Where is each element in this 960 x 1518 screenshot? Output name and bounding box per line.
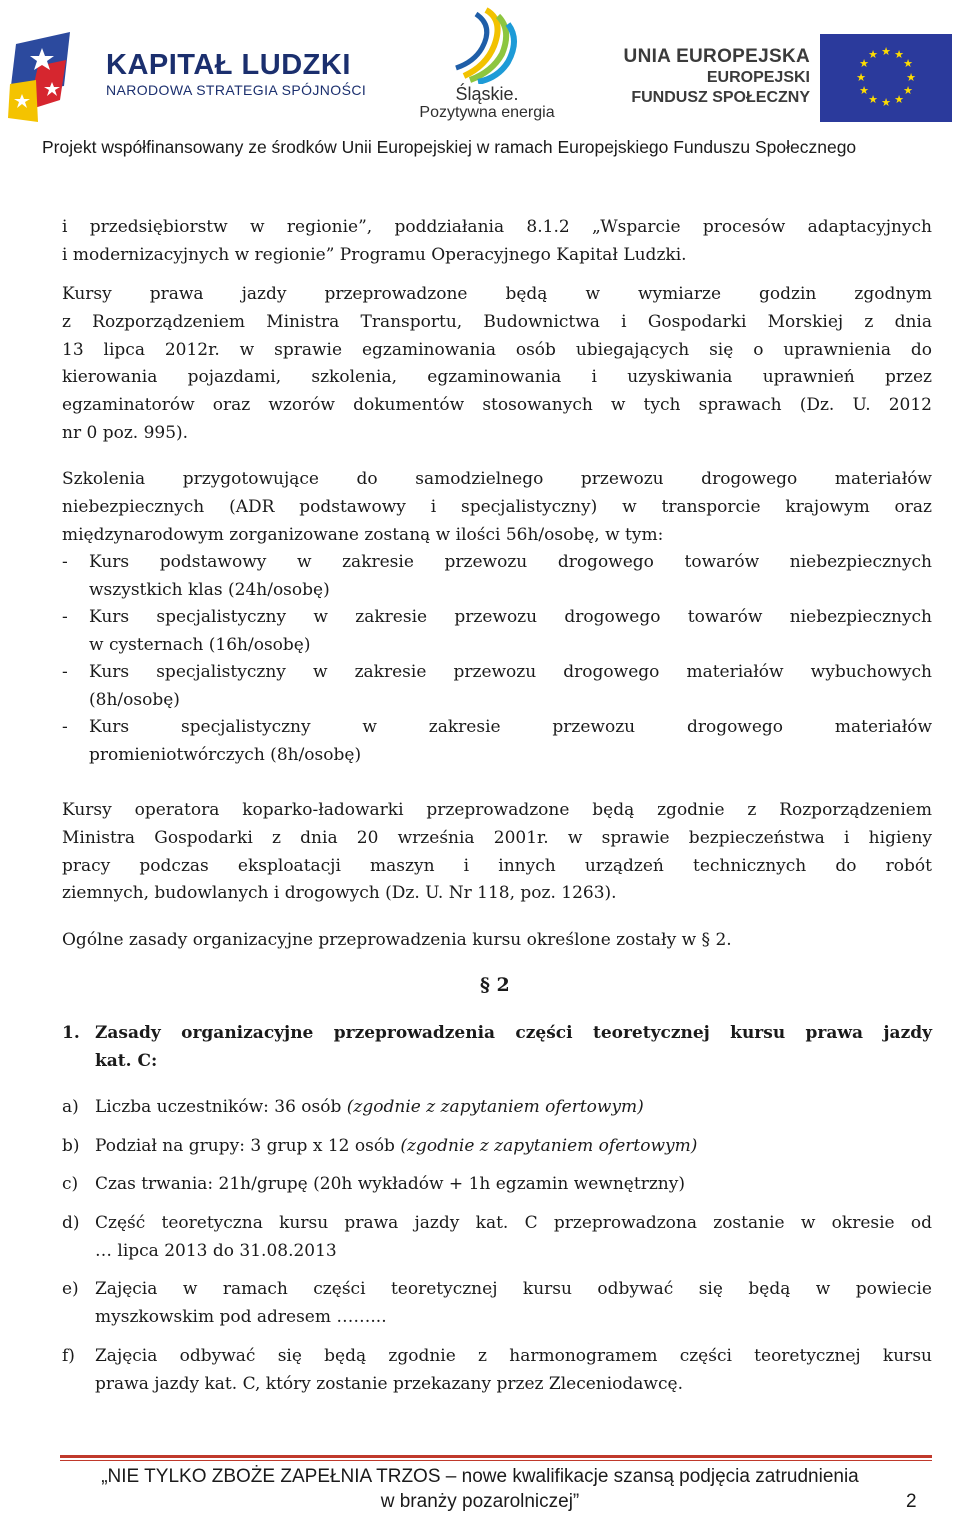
svg-text:★: ★	[894, 48, 904, 61]
footer-divider	[60, 1455, 932, 1458]
text-line: ziemnych, budowlanych i drogowych (Dz. U. Nr 118, poz. 1263).	[62, 883, 617, 904]
paragraph-excavator	[62, 797, 932, 908]
text-line: Zajęcia w ramach części teoretycznej kursu odbywać się będą w powiecie	[95, 1279, 932, 1299]
svg-text:★: ★	[881, 45, 891, 58]
slaskie-name: Śląskie.	[455, 84, 519, 104]
svg-text:★: ★	[894, 93, 904, 106]
dash-bullet: -	[62, 662, 68, 682]
item-label: e)	[62, 1279, 79, 1299]
text-line: z Rozporządzeniem Ministra Transportu, Budownictwa i Gospodarki Morskiej z dnia	[62, 311, 932, 332]
eu-line-3: FUNDUSZ SPOŁECZNY	[631, 89, 810, 106]
text-line: Zajęcia odbywać się będą zgodnie z harmonogramem części teoretycznej kursu	[95, 1346, 932, 1366]
eu-line-2: EUROPEJSKI	[706, 69, 810, 86]
footer-divider-thin	[60, 1460, 932, 1461]
item-label: c)	[62, 1174, 79, 1194]
paragraph-general-rules	[62, 927, 932, 955]
slaskie-logo	[412, 84, 562, 122]
text-line: Część teoretyczna kursu prawa jazdy kat. C przeprowadzona zostanie w okresie od	[95, 1213, 932, 1233]
item-label: a)	[62, 1097, 79, 1117]
text-line: w cysternach (16h/osobę)	[89, 634, 311, 655]
text-line: … lipca 2013 do 31.08.2013	[95, 1240, 337, 1261]
eu-flag-icon	[820, 34, 952, 122]
item-text: Czas trwania: 21h/grupę (20h wykładów + 1h egzamin wewnętrzny)	[95, 1174, 685, 1194]
text-line: i modernizacyjnych w regionie” Programu Operacyjnego Kapitał Ludzki.	[62, 244, 687, 265]
dash-bullet: -	[62, 717, 68, 737]
text-line: Kurs specjalistyczny w zakresie przewozu drogowego towarów niebezpiecznych	[89, 607, 932, 627]
project-cofinancing-line: Projekt współfinansowany ze środków Unii Europejskiej w ramach Europejskiego Funduszu Społecznego	[42, 137, 857, 157]
paragraph-adr	[62, 466, 932, 549]
footer-project-title: „NIE TYLKO ZBOŻE ZAPEŁNIA TRZOS – nowe kwalifikacje szansą podjęcia zatrudnienia	[101, 1466, 859, 1487]
paragraph-intro	[62, 214, 932, 270]
item-label: b)	[62, 1136, 80, 1156]
page-number: 2	[906, 1491, 917, 1512]
item-text: Podział na grupy: 3 grup x 12 osób	[95, 1136, 401, 1156]
slaskie-tagline: Pozytywna energia	[419, 104, 555, 121]
text-line: kat. C:	[95, 1050, 158, 1071]
text-line: nr 0 poz. 995).	[62, 422, 189, 443]
svg-text:★: ★	[859, 57, 869, 70]
text-line: Szkolenia przygotowujące do samodzielnego przewozu drogowego materiałów	[62, 469, 932, 489]
eu-line-1: UNIA EUROPEJSKA	[623, 46, 810, 67]
text-line: myszkowskim pod adresem ……...	[95, 1306, 387, 1327]
dash-bullet: -	[62, 607, 68, 627]
text-line: niebezpiecznych (ADR podstawowy i specjalistyczny) w transporcie krajowym oraz	[62, 496, 932, 517]
svg-text:★: ★	[881, 96, 891, 109]
text-line: pracy podczas eksploatacji maszyn i innych urządzeń technicznych do robót	[62, 855, 932, 876]
text-line: (8h/osobę)	[89, 689, 180, 710]
svg-text:★: ★	[868, 48, 878, 61]
text-line: Kursy operatora koparko-ładowarki przeprowadzone będą zgodnie z Rozporządzeniem	[62, 800, 932, 820]
text-line: kierowania pojazdami, szkolenia, egzaminowania i uzyskiwania uprawnień przez	[62, 367, 932, 388]
text-line: Kurs specjalistyczny w zakresie przewozu drogowego materiałów	[89, 717, 932, 737]
item-label: d)	[62, 1213, 80, 1233]
text-line: promieniotwórczych (8h/osobę)	[89, 744, 362, 765]
footer-project-title-cont: w branży pozarolniczej”	[380, 1491, 580, 1512]
svg-text:★: ★	[856, 71, 866, 84]
item-note: (zgodnie z zapytaniem ofertowym)	[400, 1136, 698, 1156]
svg-text:★: ★	[868, 93, 878, 106]
text-line: egzaminatorów oraz wzorów dokumentów stosowanych w tych sprawach (Dz. U. 2012	[62, 395, 932, 416]
header-logos	[0, 0, 960, 125]
svg-text:★: ★	[903, 57, 913, 70]
heading-number: 1.	[62, 1023, 80, 1043]
text-line: wszystkich klas (24h/osobę)	[89, 579, 330, 600]
slaskie-emblem-icon	[446, 6, 524, 84]
text-line: Kurs podstawowy w zakresie przewozu drogowego towarów niebezpiecznych	[89, 552, 932, 572]
text-line: Kursy prawa jazdy przeprowadzone będą w wymiarze godzin zgodnym	[62, 284, 932, 304]
dash-bullet: -	[62, 552, 68, 572]
item-label: f)	[62, 1346, 75, 1366]
text-line: prawa jazdy kat. C, który zostanie przekazany przez Zleceniodawcę.	[95, 1373, 683, 1394]
kapital-ludzki-emblem-icon	[8, 14, 78, 126]
paragraph-driving-license	[62, 281, 932, 448]
text-line: Ministra Gospodarki z dnia 20 września 2001r. w sprawie bezpieczeństwa i higieny	[62, 827, 932, 848]
svg-text:★: ★	[859, 84, 869, 97]
text-line: międzynarodowym zorganizowane zostaną w ilości 56h/osobę, w tym:	[62, 524, 664, 545]
text-line: Ogólne zasady organizacyjne przeprowadzenia kursu określone zostały w § 2.	[62, 930, 732, 950]
section-marker: § 2	[480, 974, 510, 996]
text-line: 13 lipca 2012r. w sprawie egzaminowania osób ubiegających się o uprawnienia do	[62, 339, 932, 360]
kapital-ludzki-subtitle: NARODOWA STRATEGIA SPÓJNOŚCI	[106, 82, 367, 98]
svg-text:★: ★	[903, 84, 913, 97]
kapital-ludzki-logo	[106, 50, 366, 98]
svg-text:★: ★	[906, 71, 916, 84]
text-line: i przedsiębiorstw w regionie”, poddziałania 8.1.2 „Wsparcie procesów adaptacyjnych	[62, 217, 932, 237]
kapital-ludzki-title: KAPITAŁ LUDZKI	[106, 49, 351, 81]
text-line: Zasady organizacyjne przeprowadzenia części teoretycznej kursu prawa jazdy	[95, 1023, 932, 1043]
item-text: Liczba uczestników: 36 osób	[95, 1097, 347, 1117]
text-line: Kurs specjalistyczny w zakresie przewozu drogowego materiałów wybuchowych	[89, 662, 932, 682]
eu-logo-text	[610, 46, 810, 108]
item-note: (zgodnie z zapytaniem ofertowym)	[346, 1097, 644, 1117]
